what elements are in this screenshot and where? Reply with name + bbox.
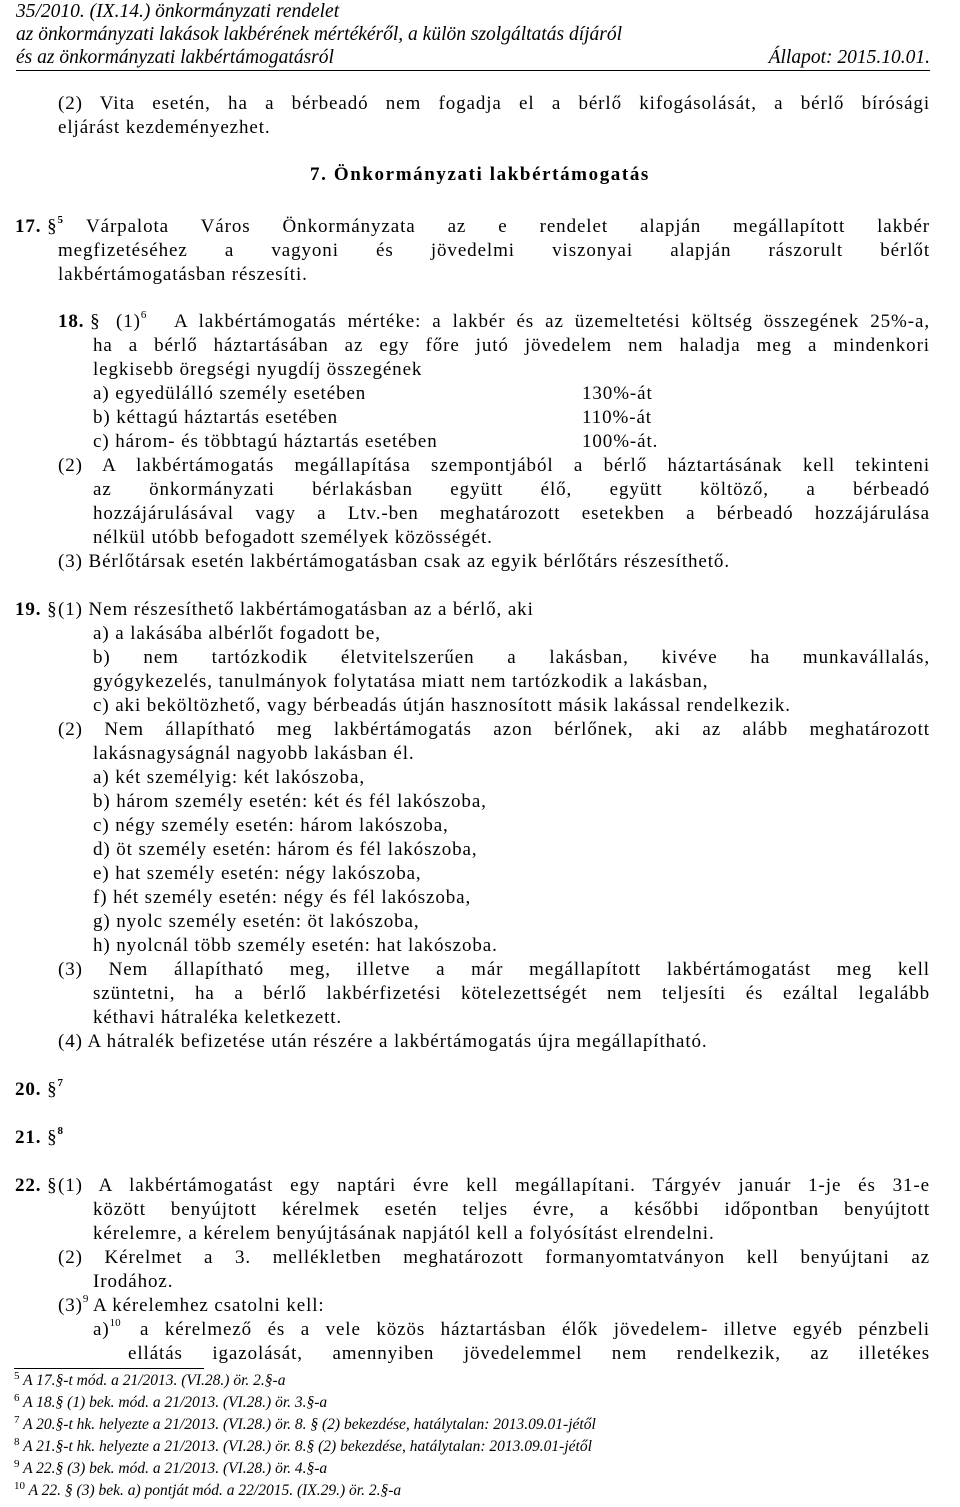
section-symbol: § xyxy=(47,1079,58,1100)
section-18-p2-line: az önkormányzati bérlakásban együtt élő, együtt költöző, a bérbeadó xyxy=(93,479,930,500)
header-title-line-2 xyxy=(16,46,946,69)
section-17-number xyxy=(15,215,63,239)
footnote-ref: 7 xyxy=(57,1077,64,1089)
section-22-number xyxy=(15,1174,58,1198)
section-19-p2-line: lakásnagyságnál nagyobb lakásban él. xyxy=(93,743,415,764)
footnote-number: 9 xyxy=(14,1458,20,1470)
household-row-value: 130%-át xyxy=(582,383,653,404)
section-22-a-prefix xyxy=(93,1318,121,1342)
footnote-text: A 20.§-t hk. helyezte a 21/2013. (VI.28.) ör. 8. § (2) bekezdése, hatálytalan: 2013.09.01-jétől xyxy=(23,1416,596,1433)
footnote-text: A 18.§ (1) bek. mód. a 21/2013. (VI.28.) ör. 3.§-a xyxy=(23,1394,328,1411)
intro-line: eljárást kezdeményezhet. xyxy=(58,117,271,138)
section-number: 21. xyxy=(15,1127,42,1148)
intro-line: (2) Vita esetén, ha a bérbeadó nem fogadja el a bérlő kifogásolását, a bérlő bírósági xyxy=(58,93,930,114)
paragraph-number: (1) xyxy=(116,311,141,332)
paragraph-text: A kérelemhez csatolni kell: xyxy=(92,1295,325,1316)
section-18-p3: (3) Bérlőtársak esetén lakbértámogatásban csak az egyik bérlőtárs részesíthető. xyxy=(58,551,730,572)
household-row-value: 100%-át. xyxy=(582,431,659,452)
section-19-p2-line: (2) Nem állapítható meg lakbértámogatás azon bérlőnek, aki az alább meghatározott xyxy=(58,719,930,740)
section-number: 17. xyxy=(15,216,42,237)
section-18-p2-line: hozzájárulásával vagy a Ltv.-ben meghatározott esetekben a bérbeadó hozzájárulása xyxy=(93,503,930,524)
room-limit-item: f) hét személy esetén: négy és fél lakószoba, xyxy=(93,887,472,908)
footnote xyxy=(14,1480,401,1502)
paragraph-number: (3) xyxy=(58,1295,83,1316)
exclusion-item: a) a lakásába albérlőt fogadott be, xyxy=(93,623,381,644)
section-21-number xyxy=(15,1126,63,1150)
footnote-text: A 21.§-t hk. helyezte a 21/2013. (VI.28.) ör. 8.§ (2) bekezdése, hatálytalan: 2013.09.01-jétől xyxy=(23,1438,592,1455)
household-row-label: b) kéttagú háztartás esetében xyxy=(93,407,339,428)
footnote-number: 5 xyxy=(14,1370,20,1382)
footnote-text: A 17.§-t mód. a 21/2013. (VI.28.) ör. 2.§-a xyxy=(23,1372,286,1389)
section-22-p1-line: kérelemre, a kérelem benyújtásának napjától kell a folyósítást elrendelni. xyxy=(93,1223,715,1244)
room-limit-item: c) négy személy esetén: három lakószoba, xyxy=(93,815,449,836)
exclusion-item: b) nem tartózkodik életvitelszerűen a lakásban, kivéve ha munkavállalás, xyxy=(93,647,930,668)
footnote-number: 6 xyxy=(14,1392,20,1404)
section-20-number xyxy=(15,1078,63,1102)
footnote-ref: 6 xyxy=(140,309,147,321)
header-divider xyxy=(16,70,930,71)
section-18-p1-line: legkisebb öregségi nyugdíj összegének xyxy=(93,359,423,380)
section-22-p2-line: Irodához. xyxy=(93,1271,174,1292)
room-limit-item: h) nyolcnál több személy esetén: hat lakószoba. xyxy=(93,935,498,956)
footnote-number: 8 xyxy=(14,1436,20,1448)
room-limit-item: e) hat személy esetén: négy lakószoba, xyxy=(93,863,422,884)
footnote-divider xyxy=(14,1368,204,1369)
household-row-label: c) három- és többtagú háztartás esetében xyxy=(93,431,438,452)
section-symbol: § xyxy=(47,599,58,620)
section-number: 20. xyxy=(15,1079,42,1100)
exclusion-item-cont: gyógykezelés, tanulmányok folytatása miatt nem tartózkodik a lakásban, xyxy=(93,671,709,692)
household-row-label: a) egyedülálló személy esetében xyxy=(93,383,367,404)
chapter-heading: 7. Önkormányzati lakbértámogatás xyxy=(310,164,650,185)
section-18-number xyxy=(58,310,101,334)
household-row-value: 110%-át xyxy=(582,407,652,428)
item-letter: a) xyxy=(93,1319,110,1340)
header-title-end: és az önkormányzati lakbértámogatásról xyxy=(16,47,334,68)
footnote-text: A 22.§ (3) bek. mód. a 21/2013. (VI.28.) ör. 4.§-a xyxy=(23,1460,328,1477)
section-19-p3-line: szüntetni, ha a bérlő lakbérfizetési kötelezettségét nem teljesíti és ezáltal legalább xyxy=(93,983,930,1004)
section-18-p1-prefix xyxy=(116,310,146,334)
footnote-ref: 8 xyxy=(57,1125,64,1137)
footnote xyxy=(14,1414,596,1436)
section-19-number xyxy=(15,598,58,622)
footnote-number: 10 xyxy=(14,1480,25,1492)
section-symbol: § xyxy=(47,1175,58,1196)
section-18-p1-line: ha a bérlő háztartásában az egy főre jutó jövedelem nem haladja meg a mindenkori xyxy=(93,335,930,356)
footnote xyxy=(14,1392,327,1414)
section-symbol: § xyxy=(47,1127,58,1148)
footnote-ref: 10 xyxy=(109,1317,121,1329)
section-18-p2-line: nélkül utóbb befogadott személyek közösségét. xyxy=(93,527,493,548)
section-22-p3 xyxy=(58,1294,325,1318)
header-decree-number: 35/2010. (IX.14.) önkormányzati rendelet xyxy=(16,1,340,22)
section-19-p4: (4) A hátralék befizetése után részére a lakbértámogatás újra megállapítható. xyxy=(58,1031,708,1052)
footnote xyxy=(14,1436,592,1458)
header-title-line: az önkormányzati lakások lakbérének mértékéről, a külön szolgáltatás díjáról xyxy=(16,24,623,45)
section-number: 19. xyxy=(15,599,42,620)
section-17-line: megfizetéséhez a vagyoni és jövedelmi viszonyai alapján rászorult bérlőt xyxy=(58,240,930,261)
section-18-p2-line: (2) A lakbértámogatás megállapítása szempontjából a bérlő háztartásának kell tekinteni xyxy=(58,455,930,476)
section-22-p1-line: között benyújtott kérelmek esetén teljes évre, a későbbi időpontban benyújtott xyxy=(93,1199,930,1220)
footnote xyxy=(14,1458,327,1480)
section-17-line: lakbértámogatásban részesíti. xyxy=(58,264,308,285)
footnote-ref: 5 xyxy=(57,214,64,226)
room-limit-item: g) nyolc személy esetén: öt lakószoba, xyxy=(93,911,420,932)
section-19-p3-line: (3) Nem állapítható meg, illetve a már megállapított lakbértámogatást meg kell xyxy=(58,959,930,980)
footnote-ref: 9 xyxy=(82,1293,89,1305)
section-symbol: § xyxy=(47,216,58,237)
section-18-p1-line: A lakbértámogatás mértéke: a lakbér és az üzemeltetési költség összegének 25%-a, xyxy=(174,311,930,332)
section-22-a-line: a kérelmező és a vele közös háztartásban élők jövedelem- illetve egyéb pénzbeli xyxy=(140,1319,930,1340)
header-status-date: Állapot: 2015.10.01. xyxy=(768,47,930,68)
section-19-p1: (1) Nem részesíthető lakbértámogatásban az a bérlő, aki xyxy=(58,599,534,620)
section-symbol: § xyxy=(90,311,101,332)
room-limit-item: b) három személy esetén: két és fél lakószoba, xyxy=(93,791,487,812)
footnote-text: A 22. § (3) bek. a) pontját mód. a 22/2015. (IX.29.) ör. 2.§-a xyxy=(28,1482,402,1499)
section-22-p1-line: (1) A lakbértámogatást egy naptári évre kell megállapítani. Tárgyév január 1-je és 31-e xyxy=(58,1175,930,1196)
footnote xyxy=(14,1370,285,1392)
section-number: 18. xyxy=(58,311,85,332)
section-17-line: Várpalota Város Önkormányzata az e rendelet alapján megállapított lakbér xyxy=(86,216,930,237)
section-22-p2-line: (2) Kérelmet a 3. mellékletben meghatározott formanyomtatványon kell benyújtani az xyxy=(58,1247,930,1268)
section-22-a-line: ellátás igazolását, amennyiben jövedelemmel nem rendelkezik, az illetékes xyxy=(128,1343,930,1364)
room-limit-item: a) két személyig: két lakószoba, xyxy=(93,767,366,788)
section-19-p3-line: kéthavi hátraléka keletkezett. xyxy=(93,1007,343,1028)
exclusion-item: c) aki beköltözhető, vagy bérbeadás útján hasznosított másik lakással rendelkezik. xyxy=(93,695,791,716)
footnote-number: 7 xyxy=(14,1414,20,1426)
section-number: 22. xyxy=(15,1175,42,1196)
room-limit-item: d) öt személy esetén: három és fél lakószoba, xyxy=(93,839,478,860)
